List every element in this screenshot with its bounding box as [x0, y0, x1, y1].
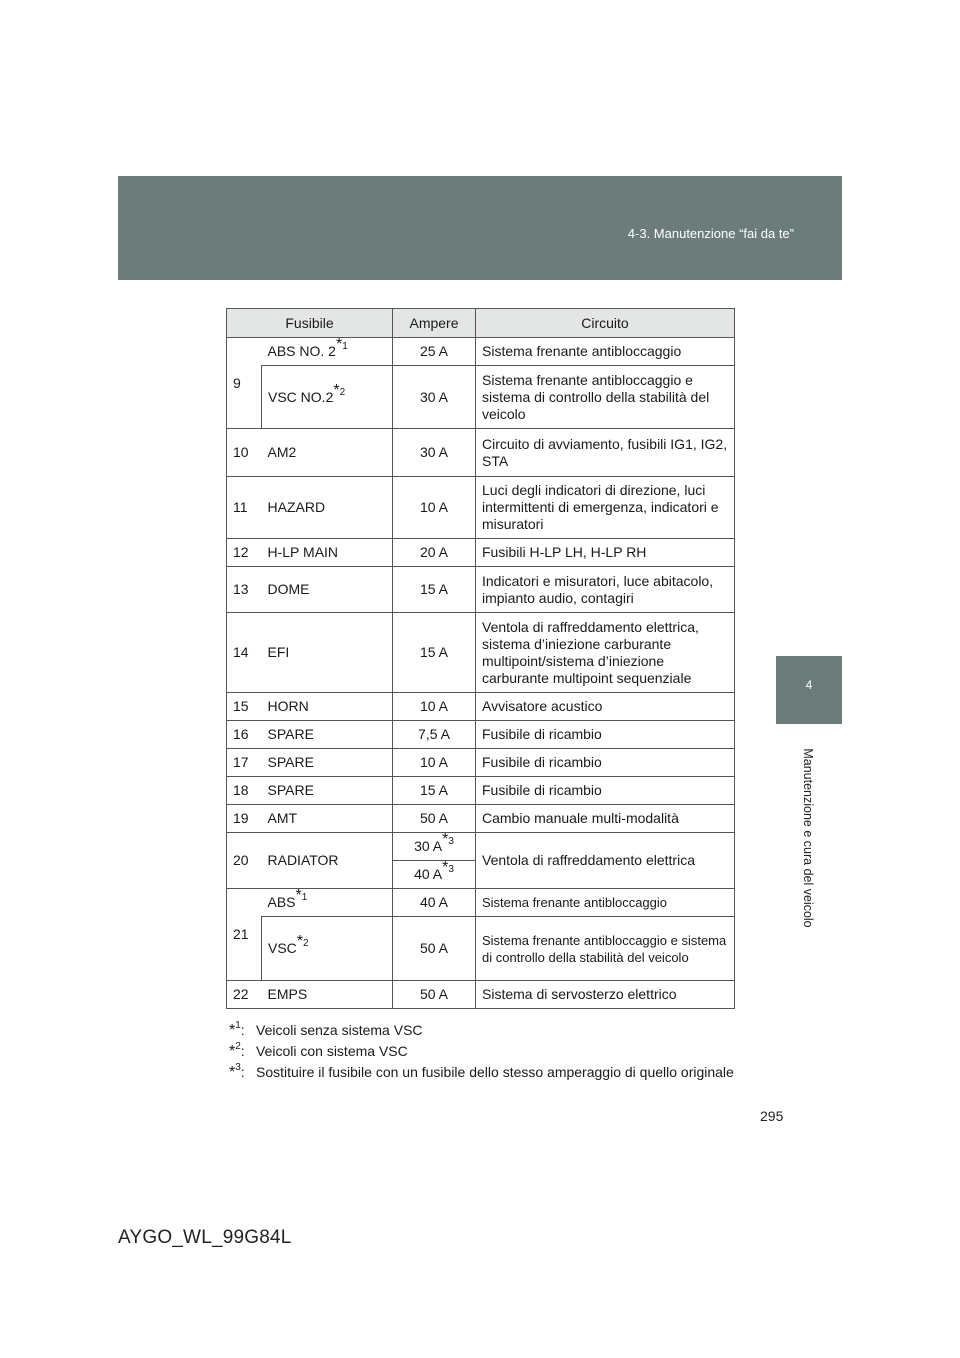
fuse-number: 12: [227, 539, 262, 567]
table-row: [227, 477, 735, 539]
fuse-number: 9: [227, 338, 262, 429]
fuse-circuit: Sistema frenante antibloccaggio: [476, 338, 735, 366]
table-row: [227, 613, 735, 693]
table-row: [227, 833, 735, 861]
fuse-name: DOME: [262, 567, 393, 613]
table-row: [227, 721, 735, 749]
fuse-number: 11: [227, 477, 262, 539]
fuse-circuit: Sistema frenante antibloccaggio e sistema di controllo della stabilità del veicolo: [476, 366, 735, 429]
table-row: [227, 805, 735, 833]
table-row: [227, 429, 735, 477]
table-row: [227, 981, 735, 1009]
fuse-name: H-LP MAIN: [262, 539, 393, 567]
table-row: [227, 889, 735, 917]
header-circuito: Circuito: [476, 309, 735, 338]
fuse-name: AMT: [262, 805, 393, 833]
fuse-ampere: 30 $A^{*3}$: [393, 833, 476, 861]
fuse-ampere: 50 A: [393, 805, 476, 833]
table-row: [227, 693, 735, 721]
fuse-circuit: Sistema frenante antibloccaggio: [476, 889, 735, 917]
fuse-number: 10: [227, 429, 262, 477]
footnote-mark: *$^3$:: [229, 1062, 245, 1081]
fuse-name: HORN: [262, 693, 393, 721]
table-header-row: [227, 309, 735, 338]
header-fusibile: Fusibile: [227, 309, 393, 338]
fuse-name: RADIATOR: [262, 833, 393, 889]
fuse-name: EFI: [262, 613, 393, 693]
table-row: [227, 567, 735, 613]
chapter-header-band: [118, 176, 842, 280]
fuse-name: SPARE: [262, 721, 393, 749]
fuse-ampere: 15 A: [393, 777, 476, 805]
footnote: [229, 1064, 749, 1081]
fuse-number: 16: [227, 721, 262, 749]
fuse-circuit: Fusibili H-LP LH, H-LP RH: [476, 539, 735, 567]
fuse-circuit: Ventola di raffreddamento elettrica: [476, 833, 735, 889]
footnote: [229, 1022, 749, 1039]
fuse-name: HAZARD: [262, 477, 393, 539]
fuse-circuit: Ventola di raffreddamento elettrica, sistema d’iniezione carburante multipoint/sistema d’iniezione carburante multipoint sequenziale: [476, 613, 735, 693]
footnote: [229, 1043, 749, 1060]
fuse-number: 20: [227, 833, 262, 889]
fuse-circuit: Fusibile di ricambio: [476, 721, 735, 749]
fuse-name: ABS$^{*1}$: [262, 889, 393, 917]
fuse-number: 17: [227, 749, 262, 777]
page-number: 295: [760, 1108, 784, 1124]
table-row: [227, 749, 735, 777]
fuse-ampere: 10 A: [393, 693, 476, 721]
fuse-ampere: 50 A: [393, 917, 476, 981]
footnote-mark: *$^1$:: [229, 1020, 245, 1039]
fuse-ampere: 40 $A^{*3}$: [393, 861, 476, 889]
document-code: AYGO_WL_99G84L: [118, 1227, 292, 1248]
chapter-number: 4: [805, 678, 813, 692]
fuse-circuit: Avvisatore acustico: [476, 693, 735, 721]
fuse-number: 18: [227, 777, 262, 805]
fuse-ampere: 25 A: [393, 338, 476, 366]
fuse-circuit: Indicatori e misuratori, luce abitacolo, impianto audio, contagiri: [476, 567, 735, 613]
fuse-ampere: 7,5 A: [393, 721, 476, 749]
fuse-ampere: 40 A: [393, 889, 476, 917]
fuse-name: VSC$^{*2}$: [262, 917, 393, 981]
fuse-ampere: 20 A: [393, 539, 476, 567]
fuse-number: 13: [227, 567, 262, 613]
footnote-text: Sostituire il fusibile con un fusibile dello stesso amperaggio di quello originale: [256, 1064, 734, 1080]
fuse-number: 22: [227, 981, 262, 1009]
fuse-circuit: Sistema frenante antibloccaggio e sistema di controllo della stabilità del veicolo: [476, 917, 735, 981]
table-row: [227, 917, 735, 981]
fuse-ampere: 30 A: [393, 366, 476, 429]
fuse-number: 14: [227, 613, 262, 693]
footnote-text: Veicoli con sistema VSC: [256, 1043, 408, 1059]
fuse-circuit: Fusibile di ricambio: [476, 777, 735, 805]
fuse-circuit: Luci degli indicatori di direzione, luci intermittenti di emergenza, indicatori e misuratori: [476, 477, 735, 539]
fuse-number: 19: [227, 805, 262, 833]
footnotes: [229, 1022, 749, 1085]
table-row: [227, 366, 735, 429]
fuse-ampere: 15 A: [393, 567, 476, 613]
fuse-circuit: Cambio manuale multi-modalità: [476, 805, 735, 833]
fuse-number: 15: [227, 693, 262, 721]
table-row: [227, 777, 735, 805]
fuse-name: VSC NO.2$^{*2}$: [262, 366, 393, 429]
table-row: [227, 539, 735, 567]
fuse-circuit: Circuito di avviamento, fusibili IG1, IG2, STA: [476, 429, 735, 477]
section-title: 4-3. Manutenzione “fai da te”: [627, 226, 794, 241]
header-ampere: Ampere: [393, 309, 476, 338]
fuse-name: SPARE: [262, 777, 393, 805]
table-row: [227, 338, 735, 366]
fuse-ampere: 10 A: [393, 749, 476, 777]
fuse-number: 21: [227, 889, 262, 981]
footnote-text: Veicoli senza sistema VSC: [256, 1022, 423, 1038]
fuse-name: EMPS: [262, 981, 393, 1009]
chapter-tab: [776, 656, 842, 724]
fuse-name: ABS NO. 2$^{*1}$: [262, 338, 393, 366]
fuse-name: AM2: [262, 429, 393, 477]
fuse-ampere: 15 A: [393, 613, 476, 693]
fuse-circuit: Fusibile di ricambio: [476, 749, 735, 777]
fuse-circuit: Sistema di servosterzo elettrico: [476, 981, 735, 1009]
fuse-name: SPARE: [262, 749, 393, 777]
footnote-mark: *$^2$:: [229, 1041, 245, 1060]
fuse-ampere: 50 A: [393, 981, 476, 1009]
fuse-ampere: 10 A: [393, 477, 476, 539]
fuse-table: [226, 308, 735, 1009]
chapter-side-label: Manutenzione e cura del veicolo: [801, 748, 815, 928]
fuse-ampere: 30 A: [393, 429, 476, 477]
